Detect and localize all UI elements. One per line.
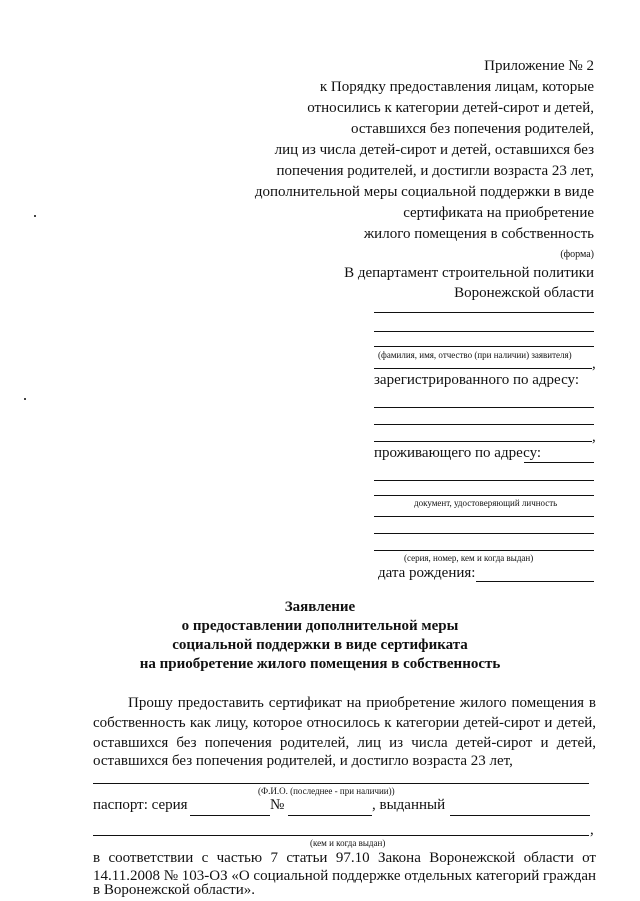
applicant-name-line[interactable] [374, 331, 594, 332]
appendix-line: дополнительной меры социальной поддержки в виде [254, 184, 594, 200]
living-address-line[interactable] [374, 480, 594, 481]
title-line: о предоставлении дополнительной меры [181, 618, 459, 634]
issued-line[interactable] [450, 815, 590, 816]
issued-line[interactable] [93, 835, 589, 836]
body-line: собственность как лицу, которое относилось к категории детей-сирот и детей, [93, 715, 596, 731]
passport-number-line[interactable] [288, 815, 372, 816]
living-label: проживающего по адресу: [374, 445, 542, 461]
birth-label: дата рождения: [378, 565, 476, 581]
body-line: Прошу предоставить сертификат на приобретение жилого помещения в [128, 695, 596, 711]
passport-label: паспорт: серия [93, 797, 188, 813]
addressee-line: Воронежской области [454, 285, 594, 301]
number-sign: № [270, 797, 285, 813]
applicant-name-line[interactable] [374, 346, 594, 347]
id-caption: документ, удостоверяющий личность [414, 498, 558, 508]
issued-label: , выданный [372, 797, 446, 813]
comma: , [592, 429, 596, 445]
birth-date-line[interactable] [476, 581, 594, 582]
appendix-number: Приложение № 2 [484, 58, 594, 74]
appendix-line: лиц из числа детей-сирот и детей, оставшихся без [274, 142, 594, 158]
applicant-name-line[interactable] [374, 312, 594, 313]
passport-series-line[interactable] [190, 815, 270, 816]
issued-caption: (кем и когда выдан) [310, 838, 386, 848]
registered-address-line[interactable] [374, 424, 594, 425]
scan-mark [34, 215, 36, 217]
comma: , [592, 356, 596, 372]
fio-line[interactable] [93, 783, 589, 784]
living-address-line[interactable] [374, 495, 594, 496]
title-line: на приобретение жилого помещения в собственность [139, 656, 501, 672]
form-label: (форма) [560, 249, 594, 260]
body-line: оставшихся без попечения родителей, лиц из числа детей-сирот и детей, [93, 735, 596, 751]
title-line: Заявление [284, 599, 356, 615]
doc-caption: (серия, номер, кем и когда выдан) [404, 553, 534, 563]
scan-mark [24, 398, 26, 400]
body-line: оставшихся без попечения родителей, и достигло возраста 23 лет, [93, 753, 513, 769]
appendix-line: оставшихся без попечения родителей, [350, 121, 594, 137]
registered-address-line[interactable] [374, 441, 592, 442]
fio-caption: (Ф.И.О. (последнее - при наличии)) [258, 786, 395, 796]
appendix-line: к Порядку предоставления лицам, которые [319, 79, 594, 95]
law-line: в Воронежской области». [93, 882, 255, 898]
appendix-line: сертификата на приобретение [403, 205, 594, 221]
comma: , [590, 822, 594, 838]
appendix-line: относились к категории детей-сирот и детей, [307, 100, 594, 116]
id-document-line[interactable] [374, 533, 594, 534]
id-document-line[interactable] [374, 516, 594, 517]
appendix-line: жилого помещения в собственность [363, 226, 594, 242]
law-line: в соответствии с частью 7 статьи 97.10 Закона Воронежской области от [93, 850, 596, 866]
addressee-line: В департамент строительной политики [344, 265, 594, 281]
registered-address-line[interactable] [374, 407, 594, 408]
applicant-name-line[interactable] [374, 368, 592, 369]
title-line: социальной поддержки в виде сертификата [172, 637, 468, 653]
registered-label: зарегистрированного по адресу: [374, 372, 579, 388]
id-document-line[interactable] [374, 550, 594, 551]
fio-caption: (фамилия, имя, отчество (при наличии) заявителя) [378, 350, 572, 360]
appendix-line: попечения родителей, и достигли возраста 23 лет, [276, 163, 594, 179]
living-address-line[interactable] [524, 462, 594, 463]
law-line: 14.11.2008 № 103-ОЗ «О социальной поддержке отдельных категорий граждан [93, 868, 597, 884]
